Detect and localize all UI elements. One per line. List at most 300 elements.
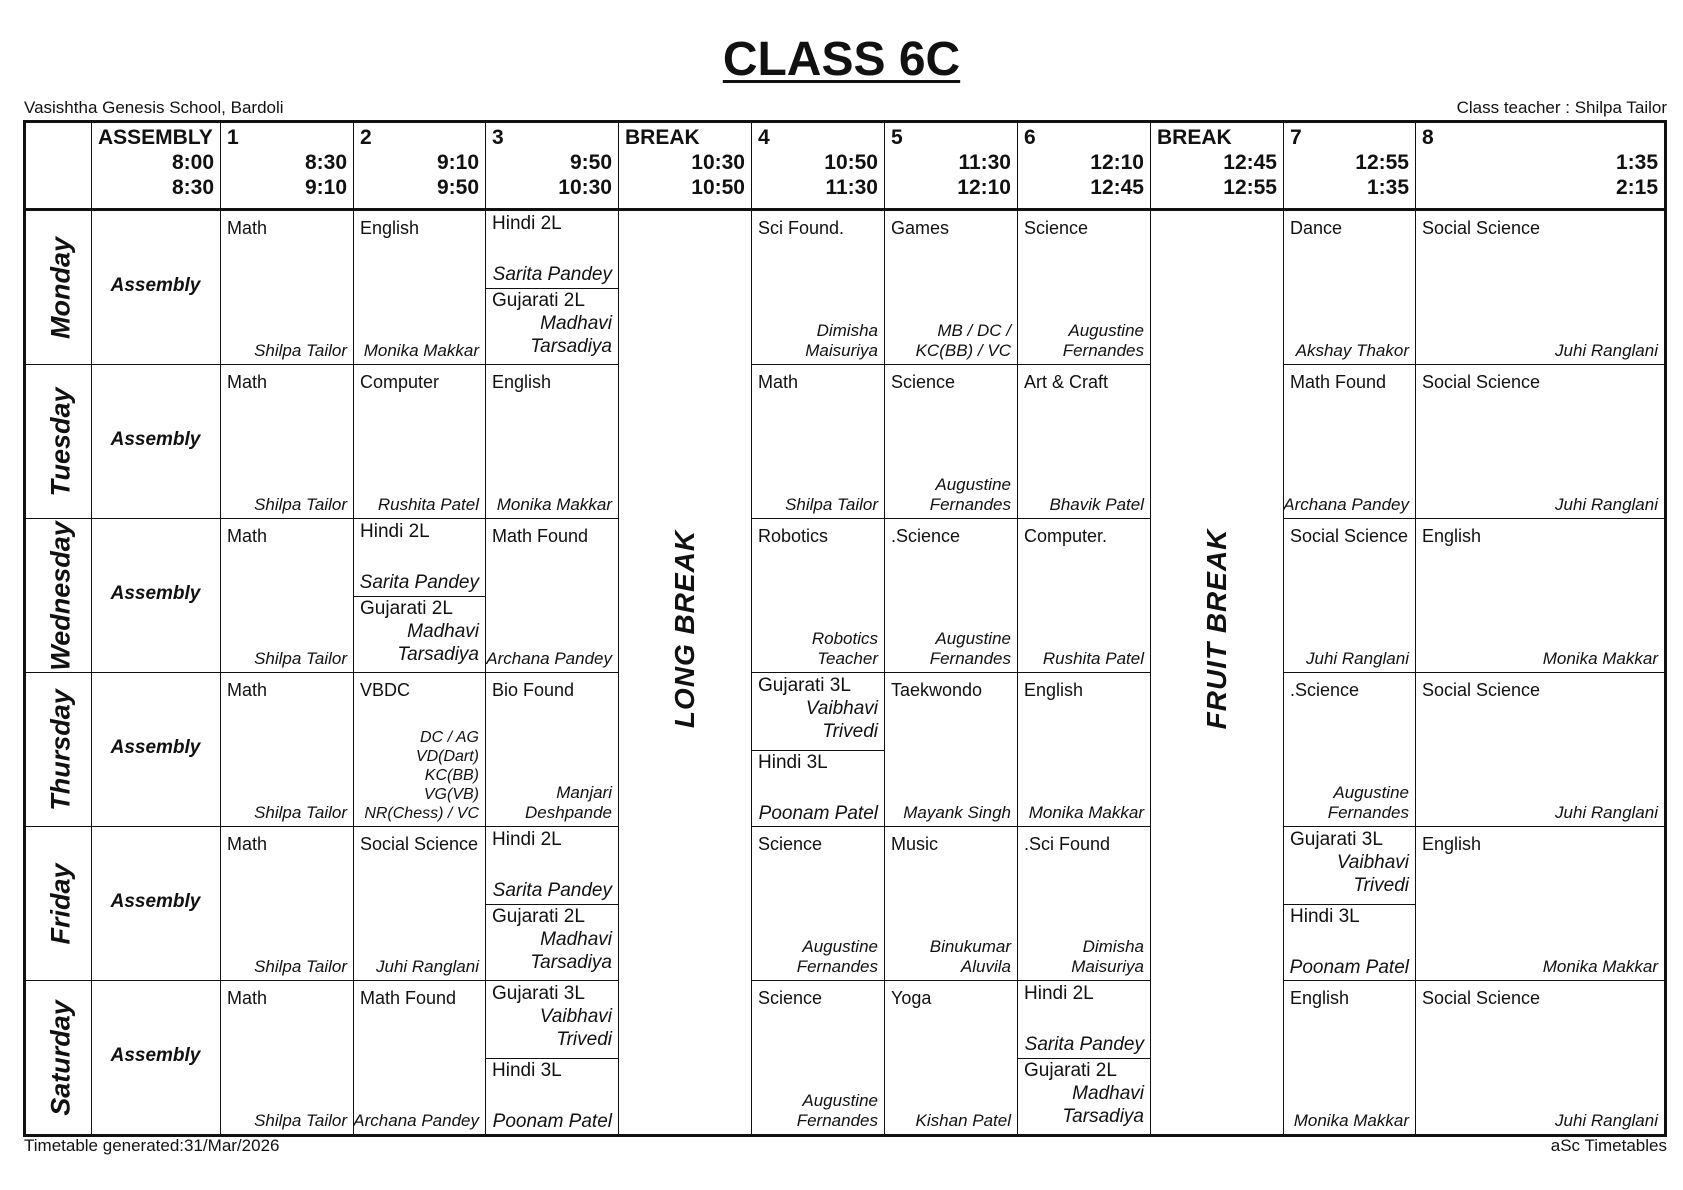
teacher-line: Archana Pandey [486, 649, 612, 668]
subject-label: Math [227, 218, 268, 238]
lesson-cell [353, 827, 485, 981]
teacher-line: Fernandes [1062, 341, 1144, 360]
subject-label: Social Science [1290, 526, 1409, 546]
period-end: 9:10 [304, 176, 347, 199]
page-title: CLASS 6C [722, 33, 961, 86]
period-label: 6 [1024, 126, 1036, 149]
teacher-line: Juhi Ranglani [1554, 341, 1658, 360]
subject-label: Math [227, 526, 268, 546]
teacher-name [1029, 803, 1144, 823]
teacher-line: Juhi Ranglani [1305, 649, 1409, 668]
subject-label: Hindi 2L [1024, 983, 1094, 1004]
lesson-cell [884, 673, 1017, 827]
teacher-name [493, 879, 612, 902]
period-start: 12:55 [1355, 151, 1409, 174]
subject-label: Dance [1290, 218, 1343, 238]
period-label: BREAK [625, 126, 700, 149]
lesson-cell [220, 673, 353, 827]
teacher-line: Tarsadiya [530, 336, 612, 357]
subject-label: Bio Found [492, 680, 575, 700]
teacher-name [916, 1111, 1011, 1131]
lesson-cell [1017, 827, 1150, 981]
split-lesson [485, 288, 618, 365]
teacher-name [806, 697, 878, 743]
period-label: 4 [758, 126, 770, 149]
day-cell [26, 365, 96, 519]
teacher-name [493, 1110, 612, 1133]
teacher-line: Poonam Patel [1289, 957, 1409, 978]
lesson-cell [1017, 365, 1150, 519]
assembly-cell: Assembly [110, 429, 201, 450]
teacher-name [376, 957, 479, 977]
split-lesson [1283, 904, 1415, 981]
split-divider [485, 1058, 618, 1059]
subject-label: Math [227, 372, 268, 392]
school-name: Vasishtha Genesis School, Bardoli [24, 98, 284, 117]
teacher-line: Deshpande [525, 803, 612, 822]
period-end: 12:55 [1223, 176, 1277, 199]
day-cell [26, 673, 96, 827]
period-end: 9:50 [436, 176, 479, 199]
teacher-line: Augustine [1068, 321, 1144, 340]
lesson-cell [220, 211, 353, 365]
subject-label: Science [891, 372, 956, 392]
teacher-line: Binukumar [929, 937, 1011, 956]
period-start: 12:10 [1090, 151, 1144, 174]
teacher-name [254, 341, 347, 361]
period-header [353, 123, 485, 208]
day-label: Wednesday [45, 521, 76, 671]
lesson-cell [751, 981, 884, 1135]
period-end: 10:30 [558, 176, 612, 199]
lesson-cell [751, 365, 884, 519]
subject-label: English [492, 372, 552, 392]
timetable-grid [23, 120, 1667, 1137]
teacher-line: Sarita Pandey [492, 264, 612, 285]
teacher-name [1328, 783, 1409, 823]
lesson-cell [220, 981, 353, 1135]
subject-label: English [360, 218, 420, 238]
period-header [1415, 123, 1664, 208]
teacher-name [1283, 495, 1409, 515]
teacher-line: Shilpa Tailor [785, 495, 878, 514]
lesson-cell [1017, 519, 1150, 673]
teacher-name [805, 321, 878, 361]
teacher-name [254, 957, 347, 977]
teacher-line: Shilpa Tailor [254, 1111, 347, 1130]
split-divider [751, 750, 884, 751]
teacher-line: Rushita Patel [1042, 649, 1144, 668]
subject-label: .Sci Found [1024, 834, 1111, 854]
lesson-cell [353, 673, 485, 827]
teacher-line: Kishan Patel [915, 1111, 1011, 1130]
assembly-cell: Assembly [110, 737, 201, 758]
lesson-cell [884, 211, 1017, 365]
period-start: 9:50 [569, 151, 612, 174]
teacher-line: Trivedi [822, 721, 878, 742]
period-end: 1:35 [1366, 176, 1409, 199]
lesson-cell [353, 981, 485, 1135]
teacher-line: Dimisha [816, 321, 878, 340]
teacher-line: DC / AG [420, 729, 479, 746]
period-label: BREAK [1157, 126, 1232, 149]
class-teacher: Class teacher : Shilpa Tailor [1456, 98, 1667, 117]
split-divider [1017, 1058, 1150, 1059]
split-divider [353, 596, 485, 597]
teacher-line: Bhavik Patel [1049, 495, 1144, 514]
teacher-line: Aluvila [960, 957, 1011, 976]
subject-label: Math Found [492, 526, 589, 546]
lesson-cell [485, 827, 618, 981]
teacher-line: Vaibhavi [1336, 852, 1409, 873]
teacher-name [812, 629, 878, 669]
subject-label: Social Science [360, 834, 479, 854]
lesson-cell [1283, 673, 1415, 827]
teacher-name [1555, 803, 1658, 823]
teacher-line: Tarsadiya [397, 644, 479, 665]
lesson-cell [751, 827, 884, 981]
split-lesson [1283, 827, 1415, 904]
period-header [1150, 123, 1283, 208]
teacher-name [930, 475, 1011, 515]
footer-brand: aSc Timetables [1550, 1136, 1667, 1155]
split-divider [485, 288, 618, 289]
lesson-cell [1283, 827, 1415, 981]
period-header [1283, 123, 1415, 208]
period-label: 3 [492, 126, 504, 149]
teacher-line: KC(BB) / VC [915, 341, 1011, 360]
period-label: 1 [227, 126, 239, 149]
teacher-line: Teacher [817, 649, 878, 668]
teacher-line: Monika Makkar [1028, 803, 1144, 822]
subject-label: VBDC [360, 680, 411, 700]
teacher-line: Maisuriya [1071, 957, 1144, 976]
subject-label: Gujarati 2L [360, 598, 453, 619]
subject-label: English [1422, 834, 1482, 854]
teacher-name [1025, 1033, 1144, 1056]
assembly-cell: Assembly [110, 1045, 201, 1066]
split-lesson [1017, 981, 1150, 1058]
subject-label: Gujarati 3L [758, 675, 851, 696]
lesson-cell [751, 673, 884, 827]
lesson-cell [1415, 211, 1664, 365]
assembly-cell: Assembly [110, 583, 201, 604]
period-start: 12:45 [1223, 151, 1277, 174]
subject-label: Social Science [1422, 680, 1541, 700]
day-cell [26, 827, 96, 981]
lesson-cell [884, 981, 1017, 1135]
lesson-cell [485, 519, 618, 673]
period-end: 12:45 [1090, 176, 1144, 199]
split-lesson [353, 519, 485, 596]
lesson-cell [1415, 519, 1664, 673]
teacher-line: Juhi Ranglani [375, 957, 479, 976]
lesson-cell [353, 519, 485, 673]
subject-label: Social Science [1422, 218, 1541, 238]
lesson-cell [884, 519, 1017, 673]
teacher-line: Fernandes [929, 649, 1011, 668]
teacher-line: Archana Pandey [353, 1111, 479, 1130]
subject-label: Taekwondo [891, 680, 983, 700]
teacher-name [1555, 1111, 1658, 1131]
subject-label: Social Science [1422, 372, 1541, 392]
period-label: 7 [1290, 126, 1302, 149]
period-end: 11:30 [825, 176, 878, 199]
subject-label: Robotics [758, 526, 829, 546]
teacher-name [759, 802, 878, 825]
subject-label: Hindi 2L [492, 829, 562, 850]
teacher-name [1063, 321, 1144, 361]
lesson-cell [485, 673, 618, 827]
teacher-name [1543, 957, 1658, 977]
period-header [485, 123, 618, 208]
day-label: Thursday [45, 689, 76, 811]
teacher-name [785, 495, 878, 515]
teacher-name [364, 341, 479, 361]
teacher-line: Dimisha [1082, 937, 1144, 956]
teacher-line: Robotics [811, 629, 878, 648]
lesson-cell [485, 981, 618, 1135]
lesson-cell [353, 211, 485, 365]
teacher-line: Vaibhavi [539, 1006, 612, 1027]
period-start: 1:35 [1615, 151, 1658, 174]
period-start: 9:10 [436, 151, 479, 174]
teacher-name [530, 928, 612, 974]
teacher-line: Fernandes [1327, 803, 1409, 822]
period-header [751, 123, 884, 208]
subject-label: Computer. [1024, 526, 1108, 546]
lesson-cell [1017, 981, 1150, 1135]
subject-label: Gujarati 2L [492, 290, 585, 311]
day-label: Saturday [45, 1000, 76, 1116]
subject-label: Social Science [1422, 988, 1541, 1008]
teacher-line: Shilpa Tailor [254, 957, 347, 976]
subject-label: English [1422, 526, 1482, 546]
teacher-name [1294, 1111, 1409, 1131]
lesson-cell [1283, 365, 1415, 519]
teacher-line: Akshay Thakor [1295, 341, 1409, 360]
lesson-cell [884, 365, 1017, 519]
teacher-name [1543, 649, 1658, 669]
subject-label: Math Found [360, 988, 457, 1008]
subject-label: Yoga [891, 988, 932, 1008]
teacher-name [797, 937, 878, 977]
teacher-name [1071, 937, 1144, 977]
teacher-line: Monika Makkar [1542, 649, 1658, 668]
day-label: Monday [45, 236, 76, 340]
generated-date: Timetable generated:31/Mar/2026 [24, 1136, 280, 1155]
teacher-name [1555, 495, 1658, 515]
long-break-label: LONG BREAK [668, 529, 700, 729]
period-end: 2:15 [1615, 176, 1658, 199]
teacher-line: Sarita Pandey [492, 880, 612, 901]
period-header [220, 123, 353, 208]
subject-label: .Science [891, 526, 961, 546]
subject-label: Science [758, 834, 823, 854]
subject-label: Math [758, 372, 799, 392]
lesson-cell [1283, 211, 1415, 365]
lesson-cell [1283, 519, 1415, 673]
teacher-name [1062, 1082, 1144, 1128]
teacher-line: Madhavi [540, 929, 612, 950]
teacher-line: Monika Makkar [496, 495, 612, 514]
teacher-name [254, 803, 347, 823]
day-cell [26, 211, 96, 365]
lesson-cell [353, 365, 485, 519]
teacher-line: Augustine [802, 937, 878, 956]
subject-label: Games [891, 218, 950, 238]
teacher-line: Augustine [935, 475, 1011, 494]
lesson-cell [1017, 673, 1150, 827]
teacher-line: Augustine [1333, 783, 1409, 802]
split-lesson [485, 981, 618, 1058]
teacher-line: Archana Pandey [1283, 495, 1409, 514]
subject-label: Gujarati 2L [1024, 1060, 1117, 1081]
teacher-line: Fernandes [796, 957, 878, 976]
subject-label: Hindi 2L [492, 213, 562, 234]
lesson-cell [220, 827, 353, 981]
lesson-cell [485, 365, 618, 519]
teacher-line: Juhi Ranglani [1554, 495, 1658, 514]
teacher-line: Shilpa Tailor [254, 495, 347, 514]
subject-label: English [1290, 988, 1350, 1008]
teacher-name [353, 1111, 479, 1131]
teacher-name [1290, 956, 1409, 979]
teacher-line: Mayank Singh [903, 803, 1011, 822]
subject-label: Math [227, 680, 268, 700]
teacher-name [797, 1091, 878, 1131]
teacher-name [254, 1111, 347, 1131]
subject-label: Math [227, 988, 268, 1008]
teacher-name [486, 649, 612, 669]
day-cell [26, 519, 96, 673]
teacher-name [1050, 495, 1145, 515]
teacher-line: Augustine [935, 629, 1011, 648]
teacher-line: Monika Makkar [1293, 1111, 1409, 1130]
teacher-name [364, 728, 479, 823]
period-label: ASSEMBLY [98, 126, 213, 149]
day-label: Friday [45, 863, 76, 945]
teacher-name [1306, 649, 1409, 669]
period-header [1017, 123, 1150, 208]
lesson-cell [884, 827, 1017, 981]
period-label: 5 [891, 126, 903, 149]
teacher-line: Poonam Patel [492, 1111, 612, 1132]
split-lesson [751, 750, 884, 827]
subject-label: Hindi 2L [360, 521, 430, 542]
subject-label: Gujarati 2L [492, 906, 585, 927]
split-lesson [1017, 1058, 1150, 1135]
split-divider [485, 904, 618, 905]
split-lesson [485, 211, 618, 288]
teacher-name [493, 263, 612, 286]
teacher-line: Madhavi [407, 621, 479, 642]
teacher-line: Shilpa Tailor [254, 649, 347, 668]
teacher-line: Tarsadiya [1062, 1106, 1144, 1127]
subject-label: Science [1024, 218, 1089, 238]
lesson-cell [1283, 981, 1415, 1135]
subject-label: Hindi 3L [492, 1060, 562, 1081]
lesson-cell [1415, 673, 1664, 827]
subject-label: Math [227, 834, 268, 854]
teacher-line: Sarita Pandey [359, 572, 479, 593]
teacher-name [1555, 341, 1658, 361]
lesson-cell [220, 365, 353, 519]
period-header [91, 123, 220, 208]
teacher-name [254, 649, 347, 669]
teacher-line: VG(VB) [423, 786, 479, 803]
teacher-line: Madhavi [540, 313, 612, 334]
lesson-cell [220, 519, 353, 673]
teacher-name [1337, 851, 1409, 897]
period-start: 10:30 [691, 151, 745, 174]
teacher-line: Monika Makkar [363, 341, 479, 360]
teacher-line: Sarita Pandey [1024, 1034, 1144, 1055]
teacher-name [1296, 341, 1409, 361]
split-lesson [485, 1058, 618, 1135]
subject-label: Science [758, 988, 823, 1008]
period-end: 12:10 [957, 176, 1011, 199]
period-start: 8:30 [304, 151, 347, 174]
teacher-name [378, 495, 479, 515]
period-end: 10:50 [691, 176, 745, 199]
split-lesson [353, 596, 485, 673]
day-cell [26, 981, 96, 1135]
lesson-cell [1415, 981, 1664, 1135]
teacher-line: NR(Chess) / VC [364, 805, 479, 822]
subject-label: Sci Found. [758, 218, 845, 238]
teacher-line: Shilpa Tailor [254, 341, 347, 360]
teacher-line: Shilpa Tailor [254, 803, 347, 822]
subject-label: .Science [1290, 680, 1360, 700]
subject-label: Hindi 3L [1290, 906, 1360, 927]
split-lesson [485, 904, 618, 981]
teacher-name [916, 321, 1011, 361]
period-label: 8 [1422, 126, 1434, 149]
teacher-name [360, 571, 479, 594]
teacher-line: Trivedi [1353, 875, 1409, 896]
teacher-name [540, 1005, 612, 1051]
teacher-line: Augustine [802, 1091, 878, 1110]
teacher-name [397, 620, 479, 666]
fruit-break-label: FRUIT BREAK [1200, 528, 1232, 730]
subject-label: Hindi 3L [758, 752, 828, 773]
teacher-line: Tarsadiya [530, 952, 612, 973]
teacher-line: Juhi Ranglani [1554, 803, 1658, 822]
teacher-line: Manjari [556, 783, 612, 802]
subject-label: English [1024, 680, 1084, 700]
lesson-cell [485, 211, 618, 365]
teacher-line: VD(Dart) [415, 748, 479, 765]
teacher-name [497, 495, 612, 515]
teacher-name [930, 937, 1011, 977]
teacher-line: Trivedi [556, 1029, 612, 1050]
period-end: 8:30 [171, 176, 214, 199]
period-header [884, 123, 1017, 208]
split-divider [1283, 904, 1415, 905]
teacher-line: Maisuriya [805, 341, 878, 360]
assembly-cell: Assembly [110, 891, 201, 912]
subject-label: Music [891, 834, 939, 854]
lesson-cell [1415, 827, 1664, 981]
split-lesson [751, 673, 884, 750]
period-start: 8:00 [171, 151, 214, 174]
teacher-line: Madhavi [1072, 1083, 1144, 1104]
subject-label: Gujarati 3L [492, 983, 585, 1004]
lesson-cell [751, 519, 884, 673]
subject-label: Computer [360, 372, 440, 392]
teacher-line: Vaibhavi [805, 698, 878, 719]
